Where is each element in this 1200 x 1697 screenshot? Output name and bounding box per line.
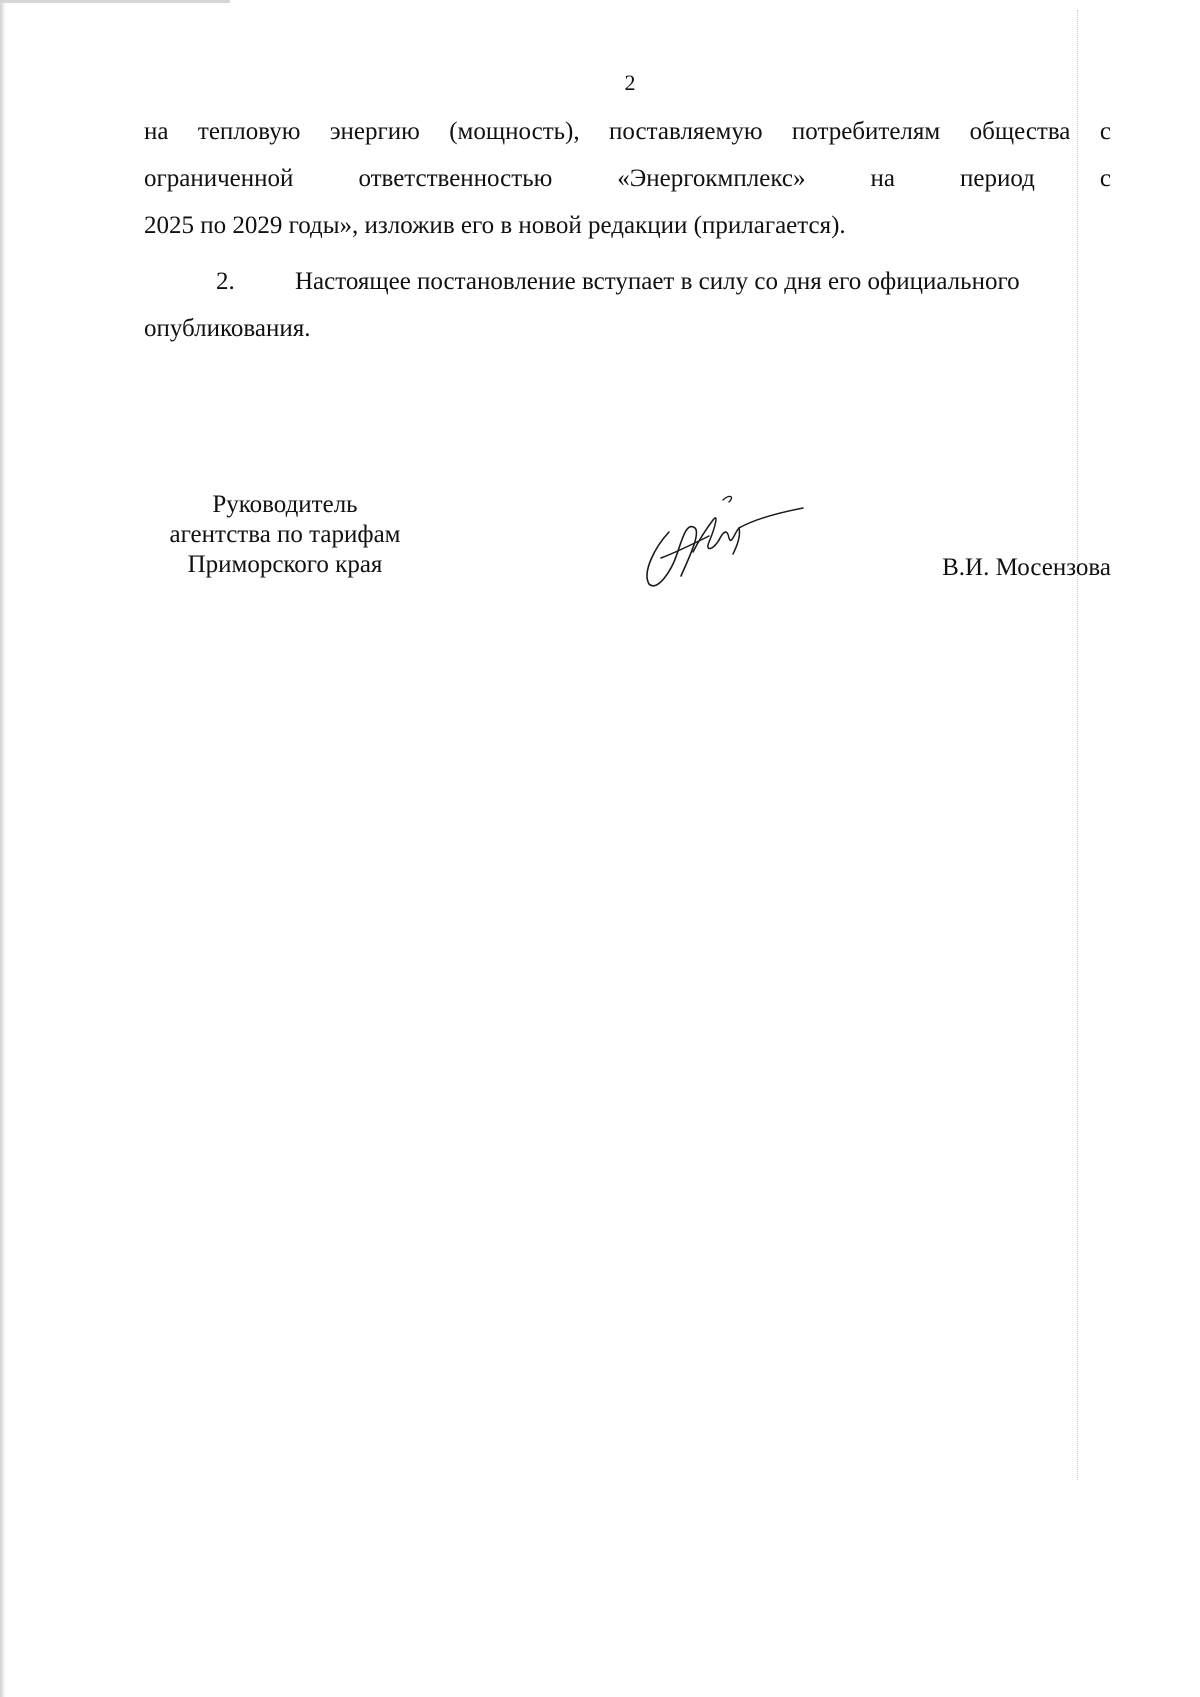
word: ограниченной	[144, 165, 294, 192]
position-line: агентства по тарифам	[169, 521, 401, 548]
word: период	[959, 165, 1035, 192]
paragraph-2-line-1	[144, 258, 1111, 305]
word: «Энергокмплекс»	[617, 165, 806, 192]
word: потребителям	[791, 118, 941, 145]
paragraph-1-line-2	[144, 155, 1111, 202]
scan-edge-top	[0, 0, 230, 3]
paragraph-2	[144, 258, 1111, 352]
page-number: 2	[624, 70, 636, 95]
word: ответственностью	[358, 165, 553, 192]
signer-name: В.И. Мосензова	[942, 554, 1111, 581]
word: тепловую	[197, 118, 301, 145]
position-line: Приморского края	[187, 551, 383, 578]
paragraph-2-text: Настоящее постановление вступает в силу со дня его официального	[295, 268, 1020, 295]
paragraph-1-line-3: 2025 по 2029 годы», изложив его в новой редакции (прилагается).	[144, 212, 846, 239]
paragraph-number: 2.	[216, 268, 235, 295]
paragraph-1-line-1	[144, 108, 1111, 155]
handwritten-signature	[637, 492, 807, 592]
signatory-position	[150, 490, 420, 580]
word: (мощность),	[449, 118, 580, 145]
scan-edge	[0, 0, 6, 1697]
word: с	[1099, 165, 1111, 192]
paragraph-2-line-2: опубликования.	[144, 315, 311, 342]
word: поставляемую	[609, 118, 763, 145]
word: общества	[969, 118, 1071, 145]
word: с	[1099, 118, 1111, 145]
word: на	[144, 118, 169, 145]
word: на	[870, 165, 895, 192]
position-line: Руководитель	[212, 491, 358, 518]
paragraph-1	[144, 108, 1111, 249]
word: энергию	[329, 118, 420, 145]
